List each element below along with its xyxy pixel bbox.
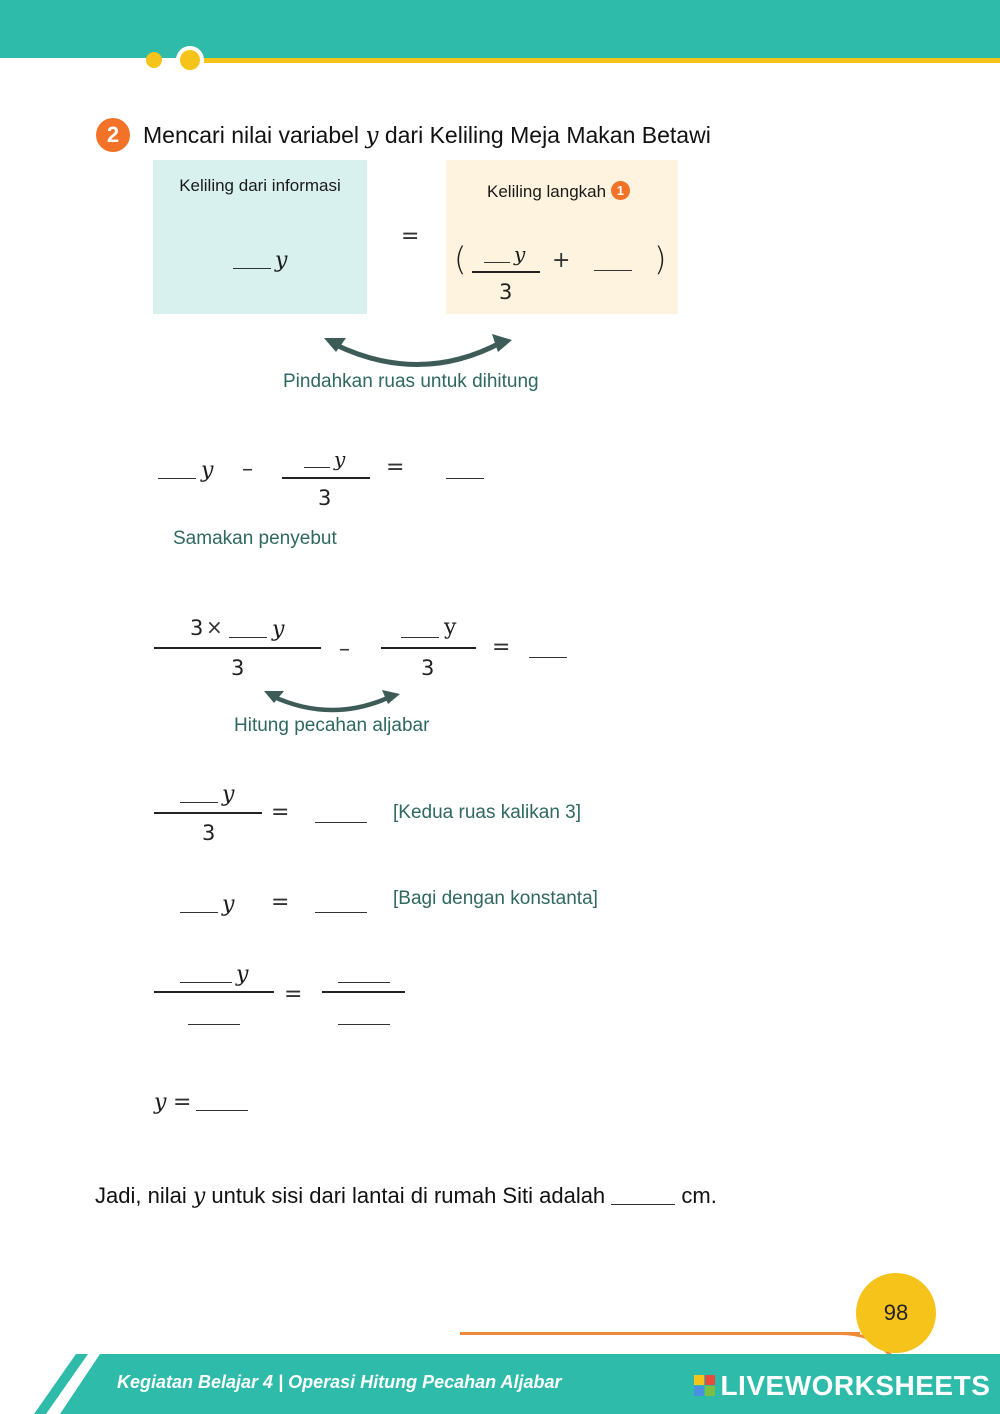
header-dot-small — [146, 52, 162, 68]
header-band — [0, 0, 1000, 58]
box-left-var: y — [275, 248, 288, 273]
step5-fraction-line-left — [154, 991, 274, 993]
step3-equals: = — [271, 800, 290, 825]
box-left-title: Keliling dari informasi — [179, 176, 341, 195]
arrow1-label: Pindahkan ruas untuk dihitung — [283, 371, 539, 392]
box-right-var: y — [514, 242, 526, 266]
page-number-circle: 98 — [856, 1273, 936, 1353]
step5-blank-numerator-right[interactable] — [338, 982, 390, 983]
conclusion-unit: cm. — [681, 1183, 717, 1208]
step2-minus: – — [339, 637, 350, 662]
step2-blank-numerator1[interactable] — [229, 637, 267, 638]
section-title-text1: Mencari nilai variabel — [143, 122, 360, 148]
step3-blank-result[interactable] — [315, 822, 367, 823]
step1-var: y — [201, 458, 214, 483]
step5-var: y — [236, 962, 249, 987]
step3-denominator: 3 — [202, 821, 216, 845]
step2-denominator1: 3 — [231, 656, 245, 680]
section-title — [143, 122, 711, 149]
step6-var: y — [154, 1090, 167, 1115]
step5-blank-numerator-coef[interactable] — [180, 982, 232, 983]
box-right-numerator-blank[interactable] — [484, 262, 510, 263]
box-right-fraction-line — [472, 271, 540, 273]
step1-blank-coef[interactable] — [158, 478, 196, 479]
step3-fraction-line — [154, 812, 262, 814]
liveworksheets-logo — [694, 1370, 990, 1402]
equals-between-boxes: = — [401, 224, 420, 249]
section-title-var: y — [365, 123, 379, 149]
step5-equals: = — [284, 982, 303, 1007]
step5-fraction-line-right — [322, 991, 405, 993]
conclusion-text1: Jadi, nilai — [95, 1183, 187, 1208]
header-dot-large — [176, 46, 204, 74]
compute-fraction-arrow-icon — [262, 688, 404, 718]
step2-denominator2: 3 — [421, 656, 435, 680]
step4-note: [Bagi dengan konstanta] — [393, 888, 598, 909]
section-title-text2: dari Keliling Meja Makan Betawi — [384, 122, 711, 148]
box-keliling-informasi — [153, 160, 367, 314]
step1-denominator: 3 — [318, 486, 332, 510]
footer-chapter-title: Kegiatan Belajar 4 | Operasi Hitung Pecahan Aljabar — [117, 1372, 562, 1392]
liveworksheets-brand: LIVEWORKSHEETS — [720, 1370, 991, 1401]
conclusion-var: y — [192, 1184, 206, 1209]
step2-var2: y — [444, 615, 457, 640]
arrow2-label: Hitung pecahan aljabar — [234, 715, 430, 736]
step4-var: y — [222, 892, 235, 917]
liveworksheets-logo-icon — [694, 1375, 716, 1397]
header-accent-line — [190, 58, 1000, 63]
step1-fraction-line — [282, 477, 370, 479]
step1-equals: = — [386, 455, 405, 480]
step1-blank-result[interactable] — [446, 478, 484, 479]
label-samakan-penyebut: Samakan penyebut — [173, 528, 337, 549]
step-ref-badge: 1 — [611, 181, 630, 200]
conclusion-text2: untuk sisi dari lantai di rumah Siti adalah — [211, 1183, 606, 1208]
step4-blank-coef[interactable] — [180, 912, 218, 913]
open-paren: ( — [454, 240, 467, 278]
step6-blank-answer[interactable] — [196, 1110, 248, 1111]
conclusion-sentence — [95, 1183, 717, 1209]
step2-blank-numerator2[interactable] — [401, 637, 439, 638]
box-right-title-text: Keliling langkah — [487, 182, 607, 201]
step1-frac-var: y — [334, 447, 346, 471]
box-right-title — [487, 181, 630, 202]
step5-blank-denominator-right[interactable] — [338, 1024, 390, 1025]
step3-var: y — [222, 782, 235, 807]
step3-blank-numerator[interactable] — [180, 802, 218, 803]
step4-blank-result[interactable] — [315, 912, 367, 913]
section-number-badge: 2 — [96, 118, 130, 152]
step2-fraction-line2 — [381, 647, 476, 649]
step2-var1: y — [272, 617, 285, 642]
step5-blank-denominator-left[interactable] — [188, 1024, 240, 1025]
footer-orange-line — [460, 1332, 860, 1335]
move-terms-arrow-icon — [320, 330, 520, 374]
step1-minus: – — [242, 457, 253, 482]
conclusion-blank-answer[interactable] — [611, 1187, 675, 1205]
box-right-plus: + — [552, 248, 571, 273]
step2-equals: = — [492, 635, 511, 660]
box-right-denominator: 3 — [499, 280, 513, 304]
step6-equals: = — [173, 1090, 192, 1115]
step3-note: [Kedua ruas kalikan 3] — [393, 802, 582, 823]
step2-blank-result[interactable] — [529, 657, 567, 658]
close-paren: ) — [654, 240, 667, 278]
step2-multiplier: 3 — [190, 616, 204, 640]
box-left-blank[interactable] — [233, 268, 271, 269]
step1-blank-numerator[interactable] — [304, 467, 330, 468]
step2-fraction-line1 — [154, 647, 321, 649]
step4-equals: = — [271, 890, 290, 915]
step2-times: × — [206, 615, 223, 639]
box-right-constant-blank[interactable] — [594, 270, 632, 271]
box-keliling-langkah — [446, 160, 678, 314]
